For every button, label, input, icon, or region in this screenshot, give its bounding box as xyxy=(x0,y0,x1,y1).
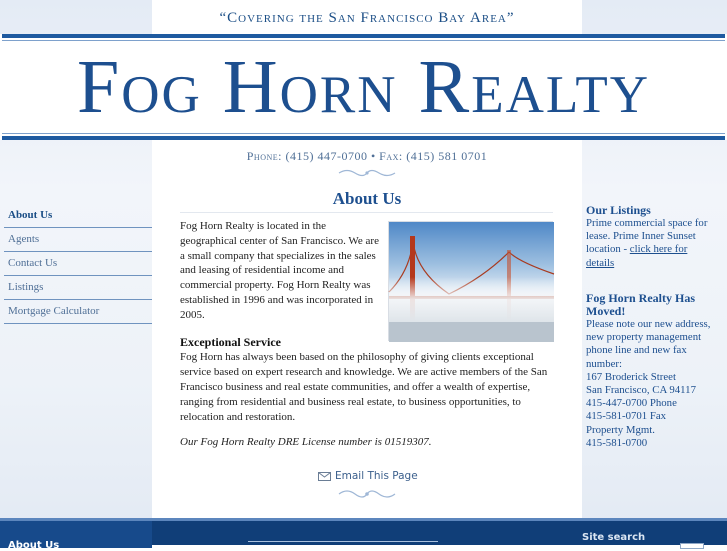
site-search-input[interactable] xyxy=(680,543,704,549)
listings-description: Prime commercial space for lease. Prime Inner Sunset location - xyxy=(586,217,708,256)
banner-rule xyxy=(2,34,725,38)
nav-item-agents[interactable]: Agents xyxy=(4,228,152,252)
email-page-label: Email This Page xyxy=(335,470,418,482)
moved-text: Please note our new address, new property management phone line and new fax number: xyxy=(586,318,711,370)
site-search-label: Site search xyxy=(582,532,646,543)
footer xyxy=(0,518,727,551)
fax-line: 415-581-0701 Fax xyxy=(586,410,667,423)
banner-rule-thin xyxy=(2,133,725,134)
flourish-ornament xyxy=(337,168,397,178)
bridge-illustration xyxy=(389,222,554,342)
footer-divider xyxy=(248,541,438,542)
banner-rule-thin xyxy=(2,40,725,41)
service-paragraph: Fog Horn has always been based on the philosophy of giving clients exceptional service based on expert research and knowledge. We are active members of the San Francisco business and real estate communities, and offer a wealth of expertise, ranging from residential and business real estate, to business opportunities, to relocation and restoration. xyxy=(180,351,548,423)
nav-item-contact-us[interactable]: Contact Us xyxy=(4,252,152,276)
banner-rule xyxy=(2,136,725,140)
footer-left xyxy=(0,521,152,551)
address-line-2: San Francisco, CA 94117 xyxy=(586,384,696,397)
sidebar-nav xyxy=(4,204,152,324)
intro-paragraph: Fog Horn Realty is located in the geographical center of San Francisco. We are a small company that specializes in the sales and leasing of residential income and commercial property. Fog Horn Realty was established in 1996 and was incorporated in 2005. xyxy=(180,220,379,321)
nav-item-mortgage-calculator[interactable]: Mortgage Calculator xyxy=(4,300,152,324)
section-heading: Exceptional Service xyxy=(180,335,281,349)
phone-line: 415-447-0700 Phone xyxy=(586,397,677,410)
listings-heading: Our Listings xyxy=(586,203,651,217)
nav-item-about-us[interactable]: About Us xyxy=(4,204,152,228)
title-divider xyxy=(180,212,553,213)
brand-banner xyxy=(0,34,727,140)
page-title: About Us xyxy=(332,189,402,208)
moved-panel xyxy=(586,292,716,450)
listings-details-link[interactable]: click here for details xyxy=(586,243,688,269)
listings-text xyxy=(586,217,716,270)
property-mgmt-phone: 415-581-0700 xyxy=(586,436,648,449)
contact-line: Phone: (415) 447-0700 • Fax: (415) 581 0701 xyxy=(246,149,488,163)
flourish-ornament xyxy=(337,488,397,500)
brand-logo: Fog Horn Realty xyxy=(76,45,651,129)
nav-item-listings[interactable]: Listings xyxy=(4,276,152,300)
tagline: “Covering the San Francisco Bay Area” xyxy=(152,0,582,34)
moved-heading: Fog Horn Realty Has Moved! xyxy=(586,291,695,318)
golden-gate-photo xyxy=(388,221,553,341)
email-page-link[interactable] xyxy=(318,470,418,482)
license-note: Our Fog Horn Realty DRE License number is 01519307. xyxy=(180,436,432,448)
envelope-icon xyxy=(318,472,331,481)
listings-panel xyxy=(586,204,716,270)
property-mgmt-label: Property Mgmt. xyxy=(586,423,655,436)
footer-about-us-link[interactable]: About Us xyxy=(8,540,60,551)
address-line-1: 167 Broderick Street xyxy=(586,370,676,383)
